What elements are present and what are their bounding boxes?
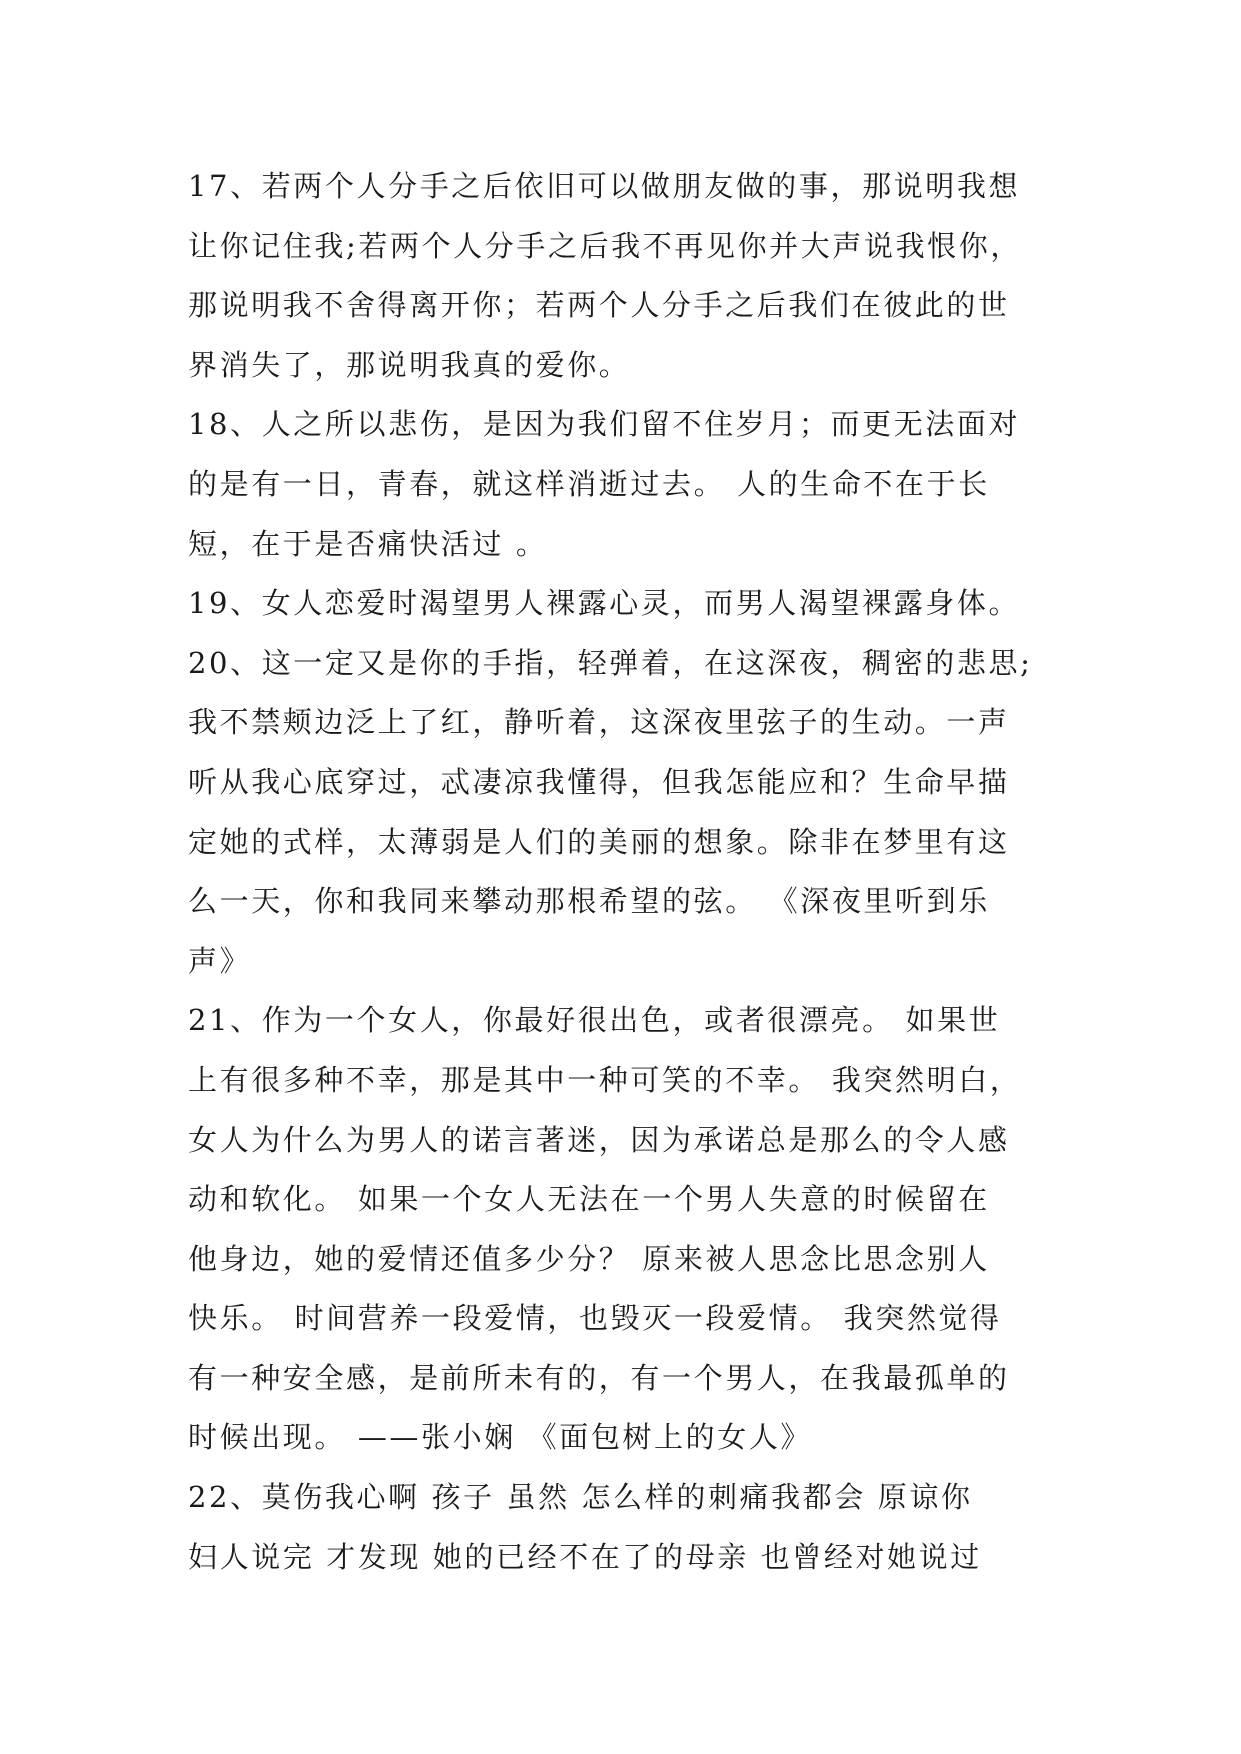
text-line: 妇人说完 才发现 她的已经不在了的母亲 也曾经对她说过 <box>188 1539 982 1574</box>
text-line: 的是有一日，青春，就这样消逝过去。 人的生命不在于长 <box>188 466 990 501</box>
text-line: 我不禁颊边泛上了红，静听着，这深夜里弦子的生动。一声 <box>188 705 1010 740</box>
text-line: 20、这一定又是你的手指，轻弹着，在这深夜，稠密的悲思; <box>188 645 1033 680</box>
text-line: 18、人之所以悲伤，是因为我们留不住岁月；而更无法面对 <box>188 407 1021 442</box>
text-line: 听从我心底穿过，忒凄凉我懂得，但我怎能应和？生命早描 <box>188 764 1010 799</box>
text-line: 快乐。 时间营养一段爱情，也毁灭一段爱情。 我突然觉得 <box>188 1301 1002 1336</box>
text-line: 界消失了，那说明我真的爱你。 <box>188 347 631 382</box>
text-line: 他身边，她的爱情还值多少分？ 原来被人思念比思念别人 <box>188 1241 990 1276</box>
text-line: 有一种安全感，是前所未有的，有一个男人，在我最孤单的 <box>188 1360 1010 1395</box>
text-line: 声》 <box>188 943 252 978</box>
text-line: 时候出现。 ——张小娴 《面包树上的女人》 <box>188 1420 813 1455</box>
text-line: 动和软化。 如果一个女人无法在一个男人失意的时候留在 <box>188 1182 990 1217</box>
text-line: 22、莫伤我心啊 孩子 虽然 怎么样的刺痛我都会 原谅你 <box>188 1480 973 1515</box>
text-line: 短，在于是否痛快活过 。 <box>188 526 548 561</box>
text-line: 定她的式样，太薄弱是人们的美丽的想象。除非在梦里有这 <box>188 824 1010 859</box>
text-line: 让你记住我;若两个人分手之后我不再见你并大声说我恨你， <box>188 228 1022 263</box>
text-line: 那说明我不舍得离开你；若两个人分手之后我们在彼此的世 <box>188 288 1010 323</box>
text-line: 17、若两个人分手之后依旧可以做朋友做的事，那说明我想 <box>188 169 1021 203</box>
text-line: 上有很多种不幸，那是其中一种可笑的不幸。 我突然明白， <box>188 1062 1022 1097</box>
document-text <box>188 157 1088 1587</box>
text-line: 么一天，你和我同来攀动那根希望的弦。 《深夜里听到乐 <box>188 884 990 919</box>
text-line: 女人为什么为男人的诺言著迷，因为承诺总是那么的令人感 <box>188 1122 1010 1157</box>
text-line: 19、女人恋爱时渴望男人裸露心灵，而男人渴望裸露身体。 <box>188 586 1021 621</box>
text-line: 21、作为一个女人，你最好很出色，或者很漂亮。 如果世 <box>188 1003 1001 1038</box>
